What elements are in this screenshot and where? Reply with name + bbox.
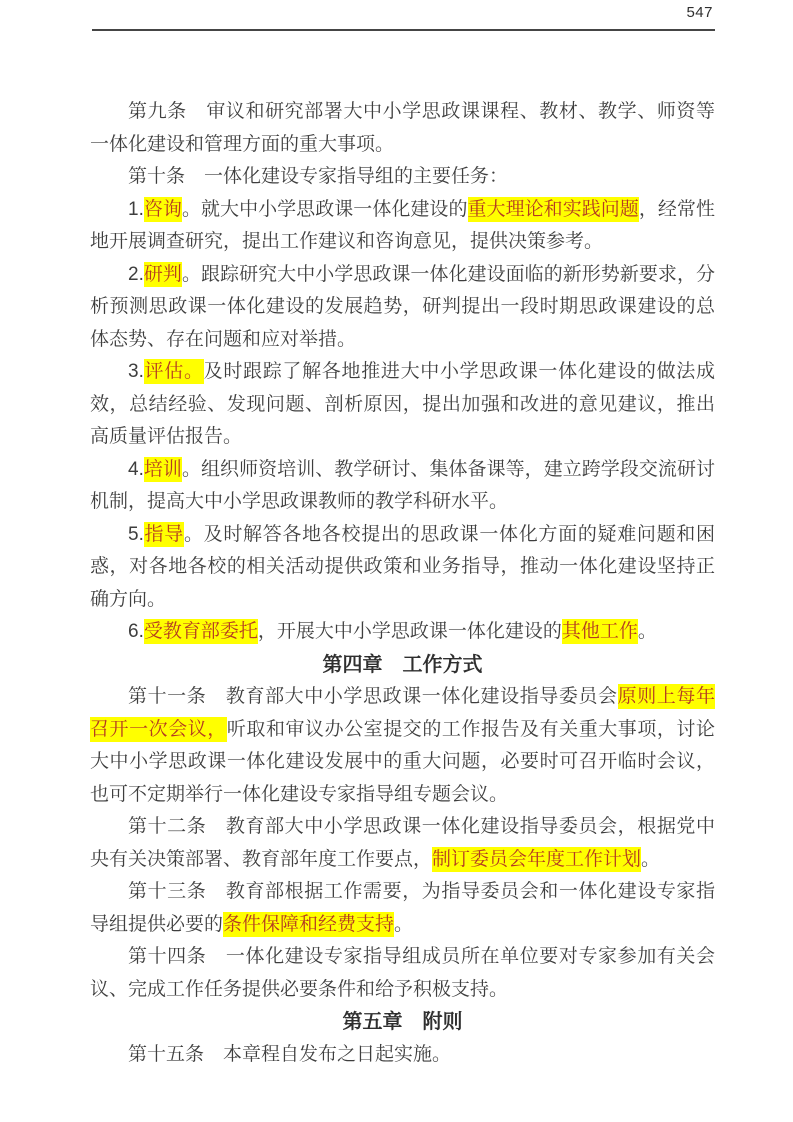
paragraph xyxy=(90,1039,715,1072)
paragraph xyxy=(90,194,715,259)
highlighted-text: 其他工作 xyxy=(561,621,638,642)
text-run: 。就大中小学思政课一体化建设的 xyxy=(181,198,468,220)
text-run: 第十五条 本章程自发布之日起实施。 xyxy=(128,1043,452,1065)
highlighted-text: 条件保障和经费支持 xyxy=(223,913,395,935)
paragraph xyxy=(90,519,715,617)
highlighted-text: 指导 xyxy=(143,523,184,545)
header-rule xyxy=(92,29,715,31)
text-run: 第十四条 一体化建设专家指导组成员所在单位要对专家参加有关会议、完成工作任务提供必要条件和给予积极支持。 xyxy=(90,946,715,1000)
text-run: 2. xyxy=(128,263,144,285)
highlighted-text: 原则上每年召开一次会议， xyxy=(90,686,715,740)
text-run: 第五章 附则 xyxy=(342,1011,463,1033)
text-run: 4. xyxy=(128,458,144,480)
text-run: 3. xyxy=(128,361,144,382)
highlighted-text: 培训 xyxy=(143,458,182,480)
document-body xyxy=(90,96,715,1071)
paragraph xyxy=(90,356,715,454)
paragraph xyxy=(90,161,715,194)
text-run: 及时跟踪了解各地推进大中小学思政课一体化建设的做法成效，总结经验、发现问题、剖析原因，提出加强和改进的意见建议，推出高质量评估报告。 xyxy=(90,361,715,447)
paragraph xyxy=(90,941,715,1006)
text-run: 。 xyxy=(394,913,414,935)
highlighted-text: 制订委员会年度工作计划 xyxy=(432,848,642,870)
highlighted-text: 研判 xyxy=(143,263,182,285)
text-run: 第九条 审议和研究部署大中小学思政课课程、教材、教学、师资等一体化建设和管理方面的重大事项。 xyxy=(90,101,715,155)
paragraph xyxy=(90,681,715,811)
highlighted-text: 评估。 xyxy=(143,361,204,382)
text-run: 6. xyxy=(128,621,144,642)
text-run: 。 xyxy=(641,848,661,870)
text-run: 第十三条 教育部根据工作需要，为指导委员会和一体化建设专家指导组提供必要的 xyxy=(90,881,715,935)
text-run: 。组织师资培训、教学研讨、集体备课等，建立跨学段交流研讨机制，提高大中小学思政课教师的教学科研水平。 xyxy=(90,458,715,512)
text-run: 。跟踪研究大中小学思政课一体化建设面临的新形势新要求，分析预测思政课一体化建设的发展趋势，研判提出一段时期思政课建设的总体态势、存在问题和应对举措。 xyxy=(90,263,715,350)
page-number: 547 xyxy=(686,4,713,21)
highlighted-text: 受教育部委托 xyxy=(143,621,258,642)
text-run: 第十条 一体化建设专家指导组的主要任务： xyxy=(128,166,509,187)
text-run: 听取和审议办公室提交的工作报告及有关重大事项，讨论大中小学思政课一体化建设发展中的重大问题，必要时可召开临时会议，也可不定期举行一体化建设专家指导组专题会议。 xyxy=(90,718,715,805)
chapter-heading xyxy=(90,1006,715,1039)
text-run: ，经常性地开展调查研究，提出工作建议和咨询意见，提供决策参考。 xyxy=(90,198,715,252)
text-run: 第四章 工作方式 xyxy=(322,653,483,676)
text-run: 。 xyxy=(637,621,657,642)
text-run: 第十二条 教育部大中小学思政课一体化建设指导委员会，根据党中央有关决策部署、教育部年度工作要点， xyxy=(90,816,715,870)
text-run: ，开展大中小学思政课一体化建设的 xyxy=(257,621,562,642)
highlighted-text: 咨询 xyxy=(143,198,182,220)
paragraph xyxy=(90,811,715,876)
chapter-heading xyxy=(90,649,715,682)
text-run: 1. xyxy=(128,198,144,220)
text-run: 第十一条 教育部大中小学思政课一体化建设指导委员会 xyxy=(128,686,618,707)
paragraph xyxy=(90,96,715,161)
highlighted-text: 重大理论和实践问题 xyxy=(467,198,639,220)
text-run: 。及时解答各地各校提出的思政课一体化方面的疑难问题和困惑，对各地各校的相关活动提供政策和业务指导，推动一体化建设坚持正确方向。 xyxy=(90,523,715,610)
paragraph xyxy=(90,876,715,941)
paragraph xyxy=(90,616,715,649)
paragraph xyxy=(90,259,715,357)
text-run: 5. xyxy=(128,523,144,545)
paragraph xyxy=(90,454,715,519)
